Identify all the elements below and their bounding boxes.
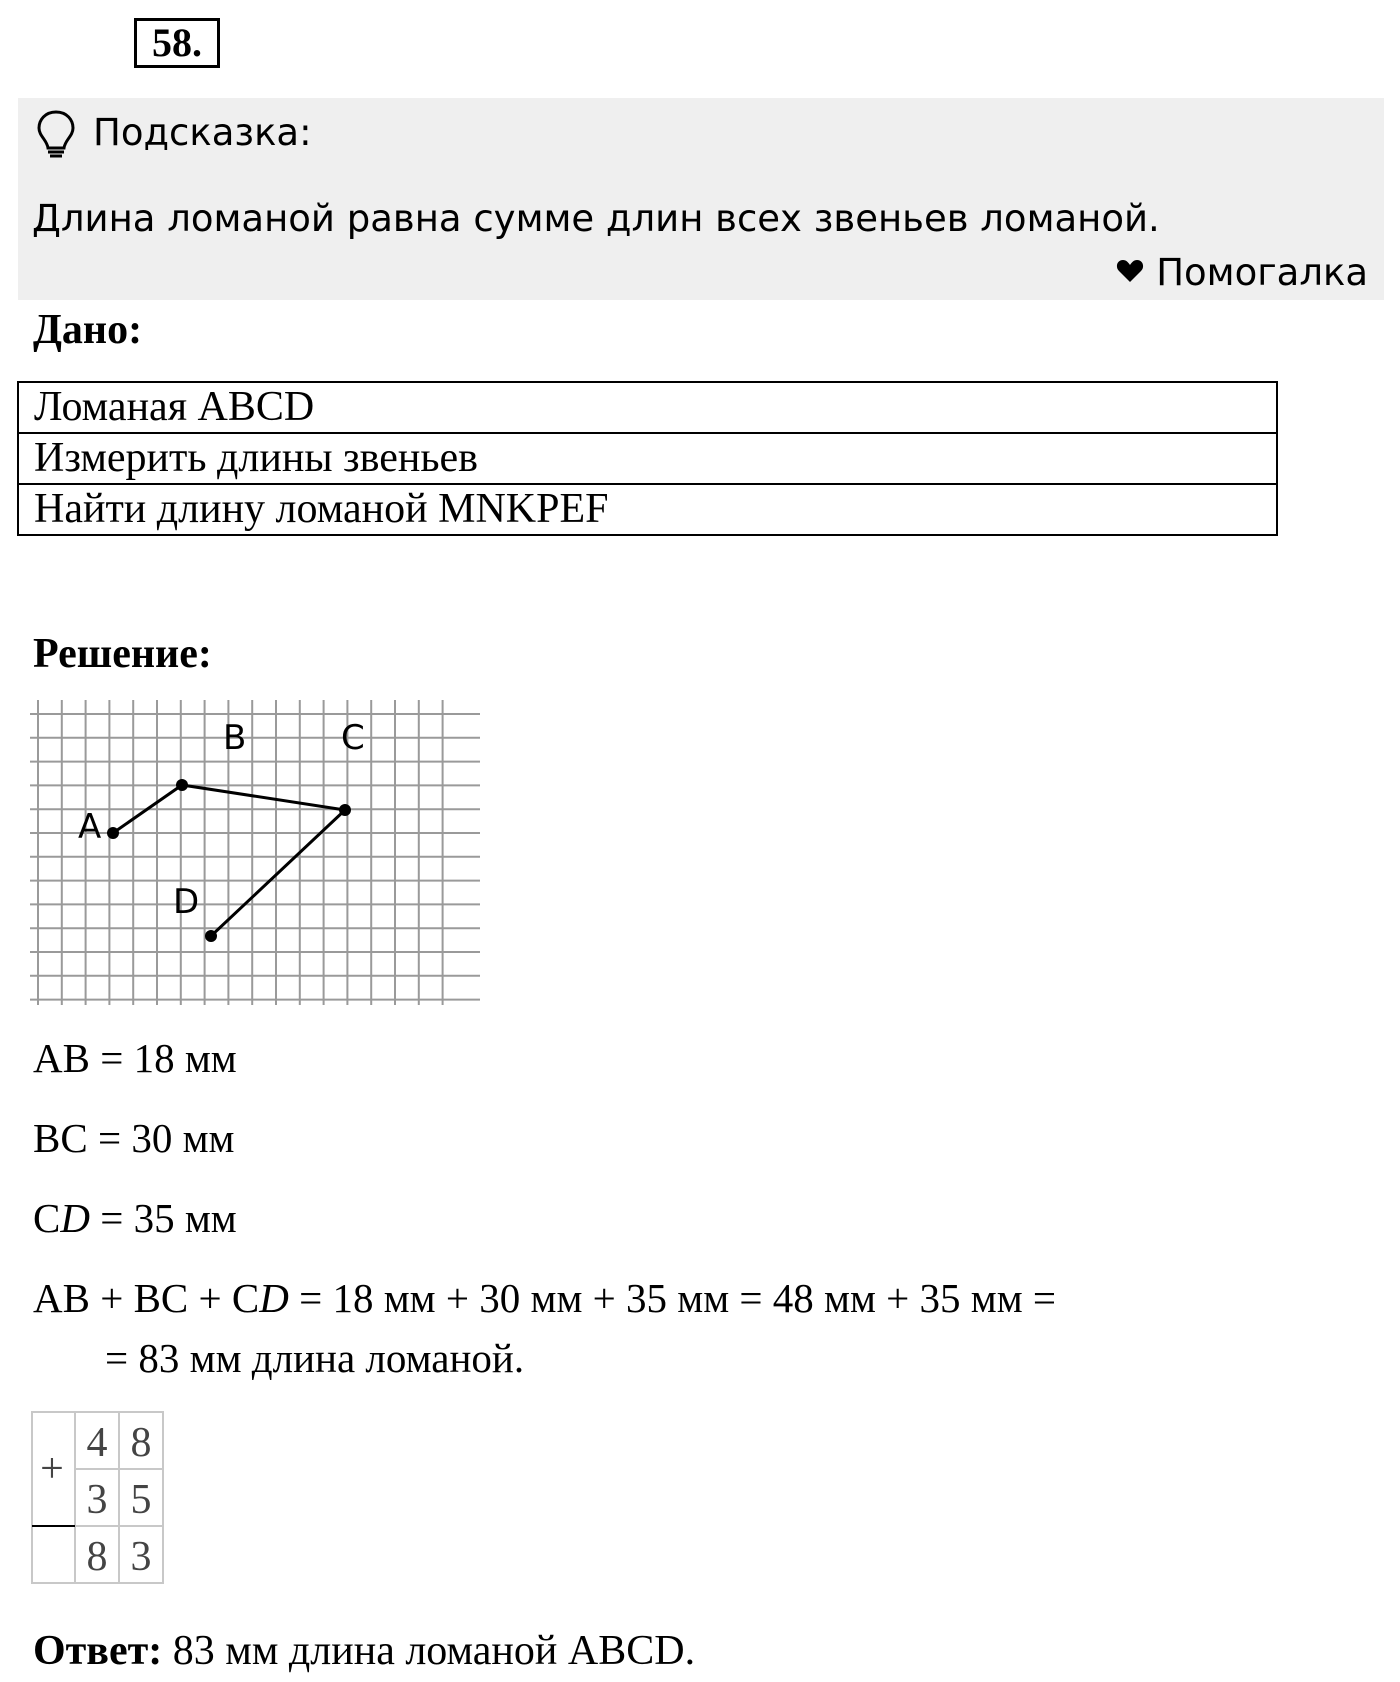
label-b: B — [223, 718, 247, 758]
equation-sum-part-b: = 18 мм + 30 мм + 35 мм = 48 мм + 35 мм = — [288, 1275, 1057, 1321]
equation-bc-rhs: = 30 мм — [97, 1115, 235, 1161]
grid-lines — [30, 700, 480, 1005]
table-row — [18, 433, 1277, 484]
column-addition — [30, 1410, 166, 1585]
add-operator: + — [40, 1446, 64, 1492]
point-c — [339, 804, 351, 816]
given-heading: Дано: — [33, 307, 143, 353]
answer-label: Ответ: — [33, 1628, 163, 1674]
equation-sum — [33, 1270, 1056, 1326]
equation-ab — [33, 1030, 237, 1086]
table-row — [18, 382, 1277, 433]
given-table — [17, 381, 1278, 536]
hint-text: Длина ломаной равна сумме длин всех звеньев ломаной. — [32, 197, 1160, 240]
label-d: D — [173, 882, 200, 922]
helper-label: Помогалка — [1156, 251, 1368, 294]
equation-sum-part-a: AB + BC + C — [33, 1275, 260, 1321]
given-row-2: Измерить длины звеньев — [18, 433, 1277, 484]
add-row1-digit2: 8 — [130, 1420, 152, 1466]
add-result-digit2: 3 — [130, 1534, 152, 1580]
equation-result: = 83 мм длина ломаной. — [105, 1335, 525, 1381]
given-row-3: Найти длину ломаной MNKPEF — [18, 484, 1277, 535]
answer — [33, 1623, 695, 1679]
lightbulb-icon — [35, 108, 77, 160]
table-row — [18, 484, 1277, 535]
equation-cd-c: C — [33, 1195, 61, 1241]
add-result-digit1: 8 — [86, 1534, 108, 1580]
heart-icon — [1116, 259, 1144, 283]
add-row1-digit1: 4 — [86, 1420, 108, 1466]
equation-ab-lhs: AB — [33, 1035, 90, 1081]
add-row2-digit1: 3 — [86, 1477, 108, 1523]
point-d — [205, 930, 217, 942]
equation-ab-rhs: = 18 мм — [100, 1035, 237, 1081]
equation-cd — [33, 1190, 237, 1246]
hint-title: Подсказка: — [93, 111, 312, 154]
answer-text: 83 мм длина ломаной ABCD. — [162, 1628, 696, 1674]
given-row-1: Ломаная ABCD — [18, 382, 1277, 433]
equation-bc — [33, 1110, 234, 1166]
equation-sum-d: D — [259, 1275, 289, 1321]
task-number: 58. — [134, 18, 220, 68]
label-c: C — [341, 718, 365, 758]
point-b — [176, 779, 188, 791]
solution-heading: Решение: — [33, 631, 212, 677]
label-a: A — [78, 807, 102, 847]
add-row2-digit2: 5 — [130, 1477, 152, 1523]
helper-link[interactable] — [1116, 248, 1368, 298]
polyline-grid-figure — [30, 700, 480, 1005]
equation-cd-rhs: = 35 мм — [100, 1195, 237, 1241]
equation-bc-lhs: BC — [33, 1115, 88, 1161]
point-a — [107, 827, 119, 839]
equation-cd-d: D — [60, 1195, 90, 1241]
